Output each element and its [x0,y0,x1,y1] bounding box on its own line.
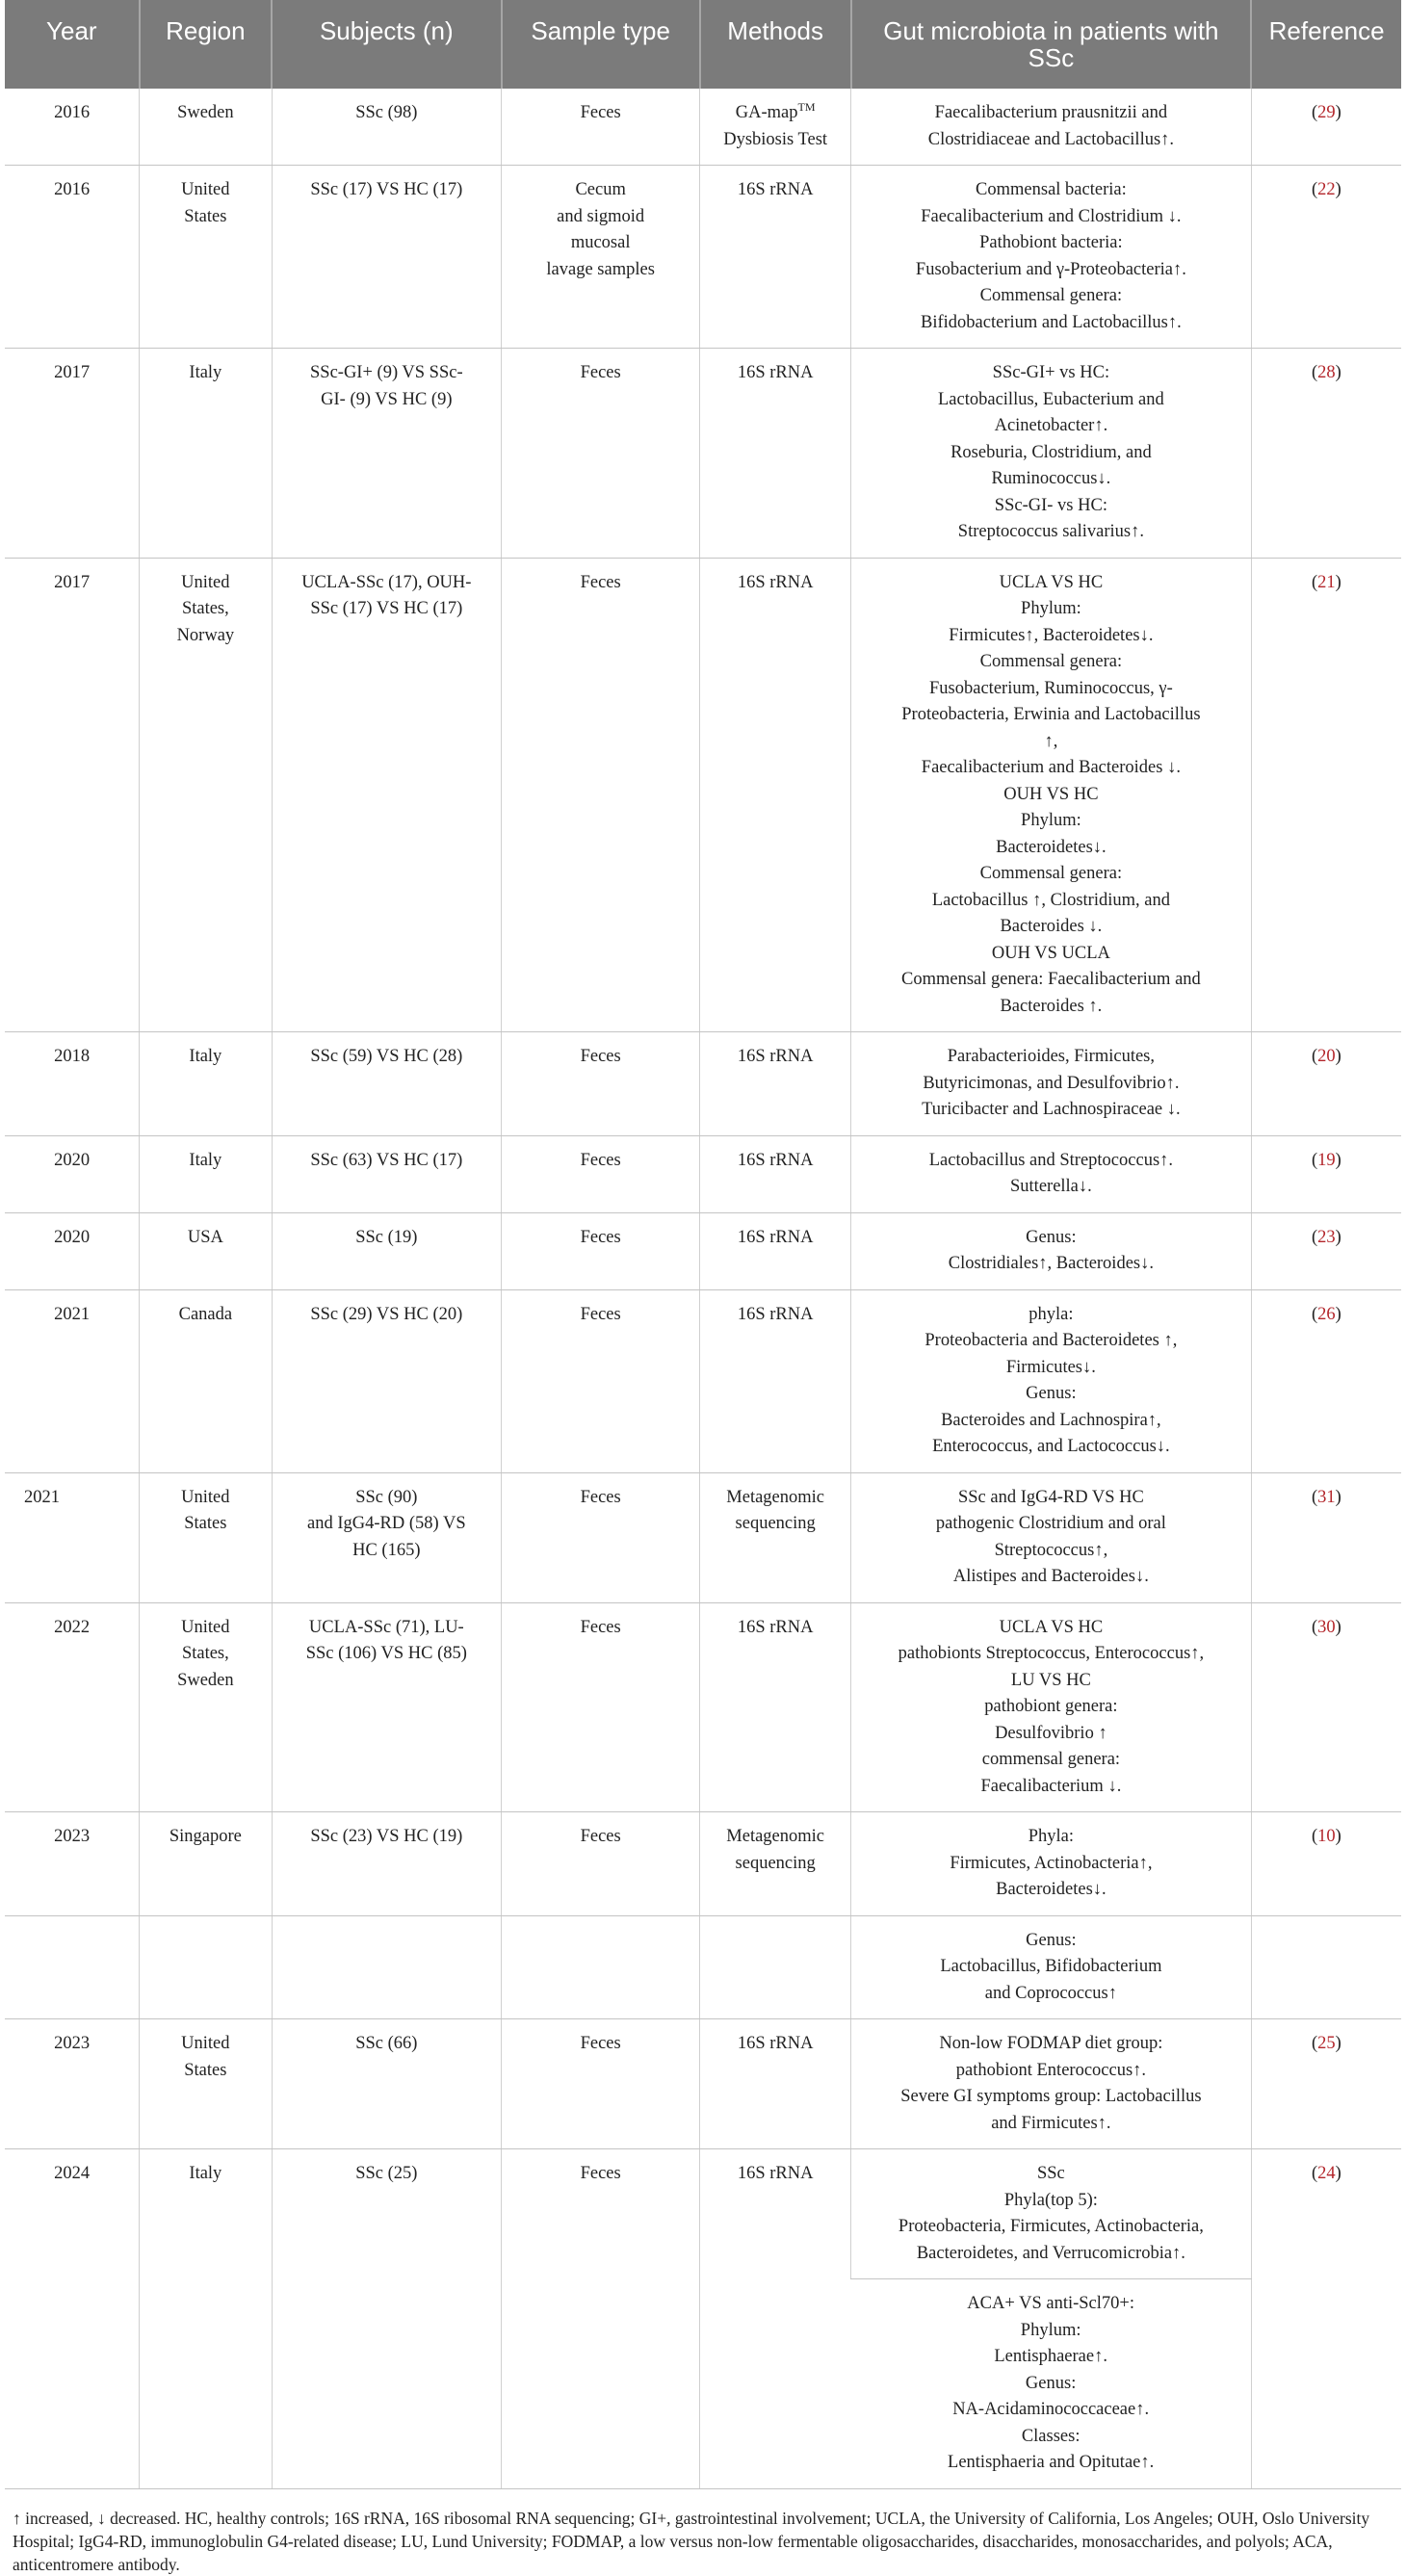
cell-microbiota-line: Fusobacterium and γ-Proteobacteria↑. [915,259,1186,279]
cell-subjects-line: SSc (19) [355,1227,418,1247]
cell-sample-type-line: Feces [580,1047,621,1066]
cell-sample-type-line: Feces [580,1304,621,1324]
cell-microbiota [851,166,1252,349]
cell-microbiota-line: pathogenic Clostridium and oral [935,1514,1166,1533]
cell-region-line: Italy [189,363,222,382]
cell-region-line: Italy [189,1047,222,1066]
cell-microbiota-line: Phylum: [1021,599,1081,618]
cell-subjects-line: SSc-GI+ (9) VS SSc- [310,363,463,382]
cell-subjects-line: SSc (66) [355,2034,418,2053]
cell-microbiota-line: ACA+ VS anti-Scl70+: [967,2294,1134,2313]
cell-subjects-line: SSc (106) VS HC (85) [305,1644,467,1663]
cell-microbiota [851,2019,1252,2149]
cell-microbiota-line: and Firmicutes↑. [991,2113,1111,2133]
cell-microbiota-line: pathobionts Streptococcus, Enterococcus↑, [898,1644,1205,1663]
reference-link[interactable]: 20 [1317,1047,1336,1066]
cell-region-line: United [181,572,230,592]
table-row [5,1212,1401,1289]
cell-year: 2023 [5,2019,140,2149]
cell-microbiota-a [851,2149,1252,2279]
cell-microbiota-line: Commensal bacteria: [976,180,1127,199]
cell-sample-type-line: Feces [580,1617,621,1637]
cell-region-line: Canada [178,1304,233,1324]
cell-reference: (19) [1251,1135,1401,1212]
cell-subjects [272,1032,501,1136]
cell-year: 2022 [5,1602,140,1812]
cell-sample-type-line: Cecum [575,180,626,199]
cell-subjects-line: SSc (29) VS HC (20) [310,1304,463,1324]
cell-microbiota-line: and Coprococcus↑ [984,1983,1117,2003]
cell-subjects [272,89,501,166]
cell-method [700,1812,851,1916]
cell-microbiota-line: OUH VS HC [1003,784,1099,804]
cell-subjects-line: SSc (23) VS HC (19) [310,1827,463,1846]
cell-method: 16S rRNA [700,558,851,1032]
cell-reference: (23) [1251,1212,1401,1289]
cell-microbiota-line: Parabacterioides, Firmicutes, [947,1047,1156,1066]
cell-sample-type-line: mucosal [570,233,631,252]
cell-sample-type [502,1472,700,1602]
cell-subjects [272,2019,501,2149]
cell-region [140,1212,272,1289]
cell-sample-type [502,2019,700,2149]
cell-year [5,1915,140,2019]
cell-microbiota-line: UCLA VS HC [999,572,1104,592]
cell-microbiota-line: Streptococcus↑, [994,1540,1108,1560]
cell-microbiota-line: Ruminococcus↓. [991,469,1111,488]
cell-subjects [272,1602,501,1812]
reference-link[interactable]: 26 [1317,1304,1336,1324]
cell-subjects [272,1812,501,1916]
cell-subjects [272,558,501,1032]
cell-reference: (20) [1251,1032,1401,1136]
cell-subjects-line: SSc (59) VS HC (28) [310,1047,463,1066]
table-row [5,166,1401,349]
cell-year: 2018 [5,1032,140,1136]
table-row [5,558,1401,1032]
cell-microbiota-line: Proteobacteria and Bacteroidetes ↑, [924,1331,1178,1350]
cell-method: 16S rRNA [700,1135,851,1212]
table-row [5,1135,1401,1212]
cell-microbiota-line: Bacteroidetes, and Verrucomicrobia↑. [916,2243,1185,2263]
reference-link[interactable]: 24 [1317,2164,1336,2183]
cell-microbiota-line: Lactobacillus ↑, Clostridium, and [931,890,1170,910]
cell-microbiota-line: pathobiont genera: [984,1697,1118,1716]
cell-sample-type-line: Feces [580,2034,621,2053]
cell-sample-type [502,349,700,559]
cell-year: 2021 [5,1289,140,1472]
cell-microbiota-line: pathobiont Enterococcus↑. [955,2060,1147,2080]
cell-region-line: Singapore [169,1827,242,1846]
cell-subjects-line: SSc (90) [355,1487,418,1507]
cell-reference: (26) [1251,1289,1401,1472]
cell-microbiota-line: Enterococcus, and Lactococcus↓. [932,1437,1170,1456]
cell-region-line: States, [181,1644,229,1663]
cell-sample-type-line: Feces [580,1487,621,1507]
header-reference: Reference [1251,0,1401,89]
cell-microbiota-line: Phylum: [1020,2320,1081,2340]
cell-microbiota-line: Turicibacter and Lachnospiraceae ↓. [922,1100,1181,1119]
cell-sample-type [502,1135,700,1212]
cell-year: 2024 [5,2149,140,2489]
cell-reference: (29) [1251,89,1401,166]
header-gut-microbiota: Gut microbiota in patients with SSc [851,0,1252,89]
cell-microbiota-line: phyla: [1028,1304,1074,1324]
cell-subjects-line: SSc (17) VS HC (17) [310,599,463,618]
cell-region-line: Sweden [177,1670,234,1690]
cell-region-line: United [181,1617,230,1637]
cell-method: 16S rRNA [700,2149,851,2489]
cell-region [140,89,272,166]
header-row [5,0,1401,89]
cell-microbiota-line: Clostridiaceae and Lactobacillus↑. [927,129,1175,149]
cell-microbiota [851,1812,1252,1916]
cell-microbiota-line: Severe GI symptoms group: Lactobacillus [900,2087,1202,2106]
cell-microbiota [851,349,1252,559]
cell-subjects-line: UCLA-SSc (71), LU- [308,1617,464,1637]
cell-region [140,1915,272,2019]
cell-microbiota-line: Firmicutes↓. [1005,1357,1096,1377]
table-row-last [5,2149,1401,2279]
method-text: Dysbiosis Test [723,129,828,149]
cell-reference [1251,1915,1401,2019]
cell-microbiota-line: Bacteroides and Lachnospira↑, [941,1410,1161,1430]
cell-sample-type-line: Feces [580,1227,621,1247]
cell-region [140,1602,272,1812]
cell-microbiota-line: Bacteroidetes↓. [996,837,1107,857]
cell-microbiota [851,1289,1252,1472]
cell-microbiota-line: LU VS HC [1010,1670,1091,1690]
cell-region [140,1289,272,1472]
cell-microbiota-line: Phyla(top 5): [1003,2190,1098,2210]
cell-subjects [272,1135,501,1212]
cell-method [700,1915,851,2019]
cell-region-line: States [184,1514,227,1533]
cell-sample-type-line: Feces [580,103,621,122]
cell-microbiota-line: Non-low FODMAP diet group: [939,2034,1163,2053]
cell-microbiota [851,1135,1252,1212]
header-subjects: Subjects (n) [272,0,501,89]
cell-reference: (21) [1251,558,1401,1032]
cell-region [140,1135,272,1212]
cell-method-line: Metagenomic [726,1487,825,1507]
cell-microbiota-line: SSc-GI- vs HC: [994,495,1107,515]
reference-link[interactable]: 31 [1317,1487,1336,1507]
cell-microbiota-line: Bacteroides ↑. [1000,996,1103,1016]
cell-microbiota-line: Clostridiales↑, Bacteroides↓. [948,1254,1154,1273]
cell-sample-type-line: and sigmoid [557,206,645,226]
cell-microbiota-line: Commensal genera: [979,864,1123,883]
cell-subjects [272,166,501,349]
cell-microbiota-line: Pathobiont bacteria: [979,233,1123,252]
cell-microbiota-line: Commensal genera: [979,652,1123,671]
cell-region-line: Norway [176,625,235,645]
cell-region-line: Sweden [177,103,234,122]
cell-region-line: States, [181,599,229,618]
cell-sample-type [502,166,700,349]
cell-microbiota-line: Roseburia, Clostridium, and [950,442,1152,462]
cell-method [700,1472,851,1602]
cell-microbiota-line: Genus: [1026,1930,1077,1950]
cell-subjects-line: GI- (9) VS HC (9) [321,389,453,409]
reference-link[interactable]: 19 [1317,1150,1336,1170]
cell-reference: (22) [1251,166,1401,349]
cell-microbiota-line: Classes: [1021,2426,1081,2446]
cell-microbiota-line: Butyricimonas, and Desulfovibrio↑. [923,1073,1180,1093]
cell-year: 2020 [5,1135,140,1212]
cell-subjects-line: SSc (98) [355,103,418,122]
cell-reference: (30) [1251,1602,1401,1812]
cell-sample-type [502,1602,700,1812]
cell-year: 2016 [5,89,140,166]
cell-region-line: States [184,2060,227,2080]
cell-microbiota-line: Phylum: [1021,811,1081,830]
microbiota-table [5,0,1401,2489]
cell-year: 2016 [5,166,140,349]
table-row [5,1289,1401,1472]
cell-reference: (10) [1251,1812,1401,1916]
cell-subjects [272,349,501,559]
cell-sample-type [502,1289,700,1472]
cell-microbiota [851,89,1252,166]
header-sample-type: Sample type [502,0,700,89]
cell-region-line: United [181,1487,230,1507]
cell-subjects-line: SSc (63) VS HC (17) [310,1150,463,1170]
cell-microbiota-line: Desulfovibrio ↑ [995,1723,1107,1743]
cell-microbiota [851,1602,1252,1812]
cell-microbiota-line: Bifidobacterium and Lactobacillus↑. [921,312,1182,332]
cell-method-line: sequencing [735,1514,816,1533]
cell-sample-type [502,89,700,166]
cell-subjects-line: and IgG4-RD (58) VS [307,1514,466,1533]
cell-microbiota-line: SSc [1036,2164,1065,2183]
cell-microbiota-line: Faecalibacterium and Clostridium ↓. [921,206,1182,226]
cell-microbiota-line: Faecalibacterium ↓. [980,1776,1122,1796]
cell-microbiota-line: Phyla: [1028,1827,1075,1846]
reference-link[interactable]: 21 [1317,572,1336,592]
cell-subjects-line: UCLA-SSc (17), OUH- [301,572,472,592]
cell-region-line: States [184,206,227,226]
cell-sample-type [502,1915,700,2019]
cell-microbiota-line: Sutterella↓. [1010,1177,1092,1196]
cell-microbiota-line: Lentisphaerae↑. [994,2347,1107,2366]
cell-method: 16S rRNA [700,1289,851,1472]
cell-region-line: Italy [189,1150,222,1170]
cell-year: 2017 [5,558,140,1032]
reference-link[interactable]: 22 [1317,180,1336,199]
table-row [5,1032,1401,1136]
cell-sample-type [502,1032,700,1136]
cell-subjects-line: HC (165) [352,1540,421,1560]
cell-microbiota-line: Commensal genera: Faecalibacterium and [901,970,1201,989]
cell-microbiota-line: Fusobacterium, Ruminococcus, γ- [929,678,1173,698]
header-methods: Methods [700,0,851,89]
cell-subjects [272,1289,501,1472]
cell-method: 16S rRNA [700,1212,851,1289]
reference-link[interactable]: 25 [1317,2034,1336,2053]
cell-sample-type-line: Feces [580,1150,621,1170]
cell-microbiota-line: Streptococcus salivarius↑. [957,522,1144,541]
cell-region [140,1472,272,1602]
table-row [5,89,1401,166]
cell-region [140,166,272,349]
cell-microbiota-line: SSc-GI+ vs HC: [992,363,1110,382]
table-body [5,89,1401,2488]
cell-microbiota-line: Bacteroidetes↓. [996,1880,1107,1899]
cell-microbiota-line: Genus: [1026,1384,1077,1403]
cell-microbiota-line: Proteobacteria, Firmicutes, Actinobacteria, [898,2217,1204,2236]
reference-link[interactable]: 29 [1317,103,1336,122]
trademark-superscript: TM [797,99,816,114]
cell-microbiota-line: NA-Acidaminococcaceae↑. [952,2400,1150,2419]
cell-year: 2023 [5,1812,140,1916]
cell-microbiota-line: commensal genera: [981,1750,1121,1769]
table-row [5,349,1401,559]
cell-year: 2020 [5,1212,140,1289]
cell-method-line: Metagenomic [726,1827,825,1846]
cell-microbiota-line: Firmicutes↑, Bacteroidetes↓. [949,625,1154,645]
cell-region [140,349,272,559]
cell-sample-type-line: Feces [580,363,621,382]
cell-microbiota-line: Proteobacteria, Erwinia and Lactobacillus [901,705,1201,724]
cell-region [140,1032,272,1136]
cell-subjects [272,1472,501,1602]
cell-microbiota-line: Firmicutes, Actinobacteria↑, [950,1853,1153,1873]
cell-reference: (25) [1251,2019,1401,2149]
header-region: Region [140,0,272,89]
cell-microbiota-line: Alistipes and Bacteroides↓. [952,1567,1149,1586]
reference-link[interactable]: 10 [1317,1827,1336,1846]
cell-subjects [272,1915,501,2019]
cell-method [700,89,851,166]
cell-sample-type [502,1212,700,1289]
cell-microbiota-line: Genus: [1026,1227,1077,1247]
cell-microbiota [851,1212,1252,1289]
cell-microbiota [851,1472,1252,1602]
cell-microbiota-line: Lentisphaeria and Opitutae↑. [948,2453,1155,2472]
cell-microbiota-line: Faecalibacterium prausnitzii and [934,103,1168,122]
cell-sample-type [502,558,700,1032]
cell-microbiota-line: Faecalibacterium and Bacteroides ↓. [921,758,1181,777]
cell-region [140,2019,272,2149]
cell-sample-type-line: lavage samples [546,259,655,279]
cell-region-line: USA [187,1227,223,1247]
cell-microbiota-line: SSc and IgG4-RD VS HC [957,1487,1144,1507]
cell-method-line: sequencing [735,1853,816,1873]
cell-microbiota [851,558,1252,1032]
cell-subjects [272,1212,501,1289]
cell-subjects: SSc (25) [272,2149,501,2489]
cell-reference: (28) [1251,349,1401,559]
table-footnote: ↑ increased, ↓ decreased. HC, healthy controls; 16S rRNA, 16S ribosomal RNA sequencing; GI+, gastrointestinal involvement; UCLA, the University of California, Los Angeles; OUH, Oslo University Hospital; IgG4-RD, immunoglobulin G4-related disease; LU, Lund University; FODMAP, a low versus non-low fermentable oligosaccharides, disaccharides, monosaccharides, and polyols; ACA, anticentromere antibody. [13,2508,1370,2574]
cell-microbiota-line: Acinetobacter↑. [994,416,1108,435]
cell-method: 16S rRNA [700,1602,851,1812]
cell-reference: (24) [1251,2149,1401,2489]
cell-microbiota-line: Genus: [1025,2373,1077,2393]
cell-microbiota-line: Lactobacillus, Eubacterium and [938,389,1164,409]
cell-sample-type [502,1812,700,1916]
reference-link[interactable]: 28 [1317,363,1336,382]
header-year: Year [5,0,140,89]
cell-region-line: United [181,2034,230,2053]
table-row [5,1812,1401,1916]
cell-microbiota [851,1032,1252,1136]
cell-region [140,558,272,1032]
cell-sample-type-line: Feces [580,1827,621,1846]
cell-method: 16S rRNA [700,349,851,559]
cell-subjects-line: SSc (17) VS HC (17) [310,180,463,199]
cell-method: 16S rRNA [700,166,851,349]
cell-microbiota-line: Lactobacillus, Bifidobacterium [940,1957,1162,1976]
cell-method: 16S rRNA [700,1032,851,1136]
table-row [5,1915,1401,2019]
table-row [5,1472,1401,1602]
reference-link[interactable]: 30 [1317,1617,1336,1637]
table-row [5,1602,1401,1812]
cell-region-line: United [181,180,230,199]
cell-microbiota-line: UCLA VS HC [999,1617,1104,1637]
cell-region: Italy [140,2149,272,2489]
cell-microbiota-b [851,2279,1252,2489]
cell-region [140,1812,272,1916]
cell-year: 2017 [5,349,140,559]
cell-microbiota-line: OUH VS UCLA [991,943,1110,963]
table-row [5,2019,1401,2149]
cell-microbiota-line: Bacteroides ↓. [1000,917,1103,936]
method-text: GA-map [735,103,798,122]
cell-microbiota-line: Lactobacillus and Streptococcus↑. [928,1150,1174,1170]
cell-sample-type: Feces [502,2149,700,2489]
cell-microbiota-line: ↑, [1044,731,1058,751]
reference-link[interactable]: 23 [1317,1227,1336,1247]
cell-reference: (31) [1251,1472,1401,1602]
cell-microbiota-line: Commensal genera: [979,286,1123,305]
cell-microbiota [851,1915,1252,2019]
cell-sample-type-line: Feces [580,572,621,592]
cell-method: 16S rRNA [700,2019,851,2149]
cell-year: 2021 [5,1472,140,1602]
